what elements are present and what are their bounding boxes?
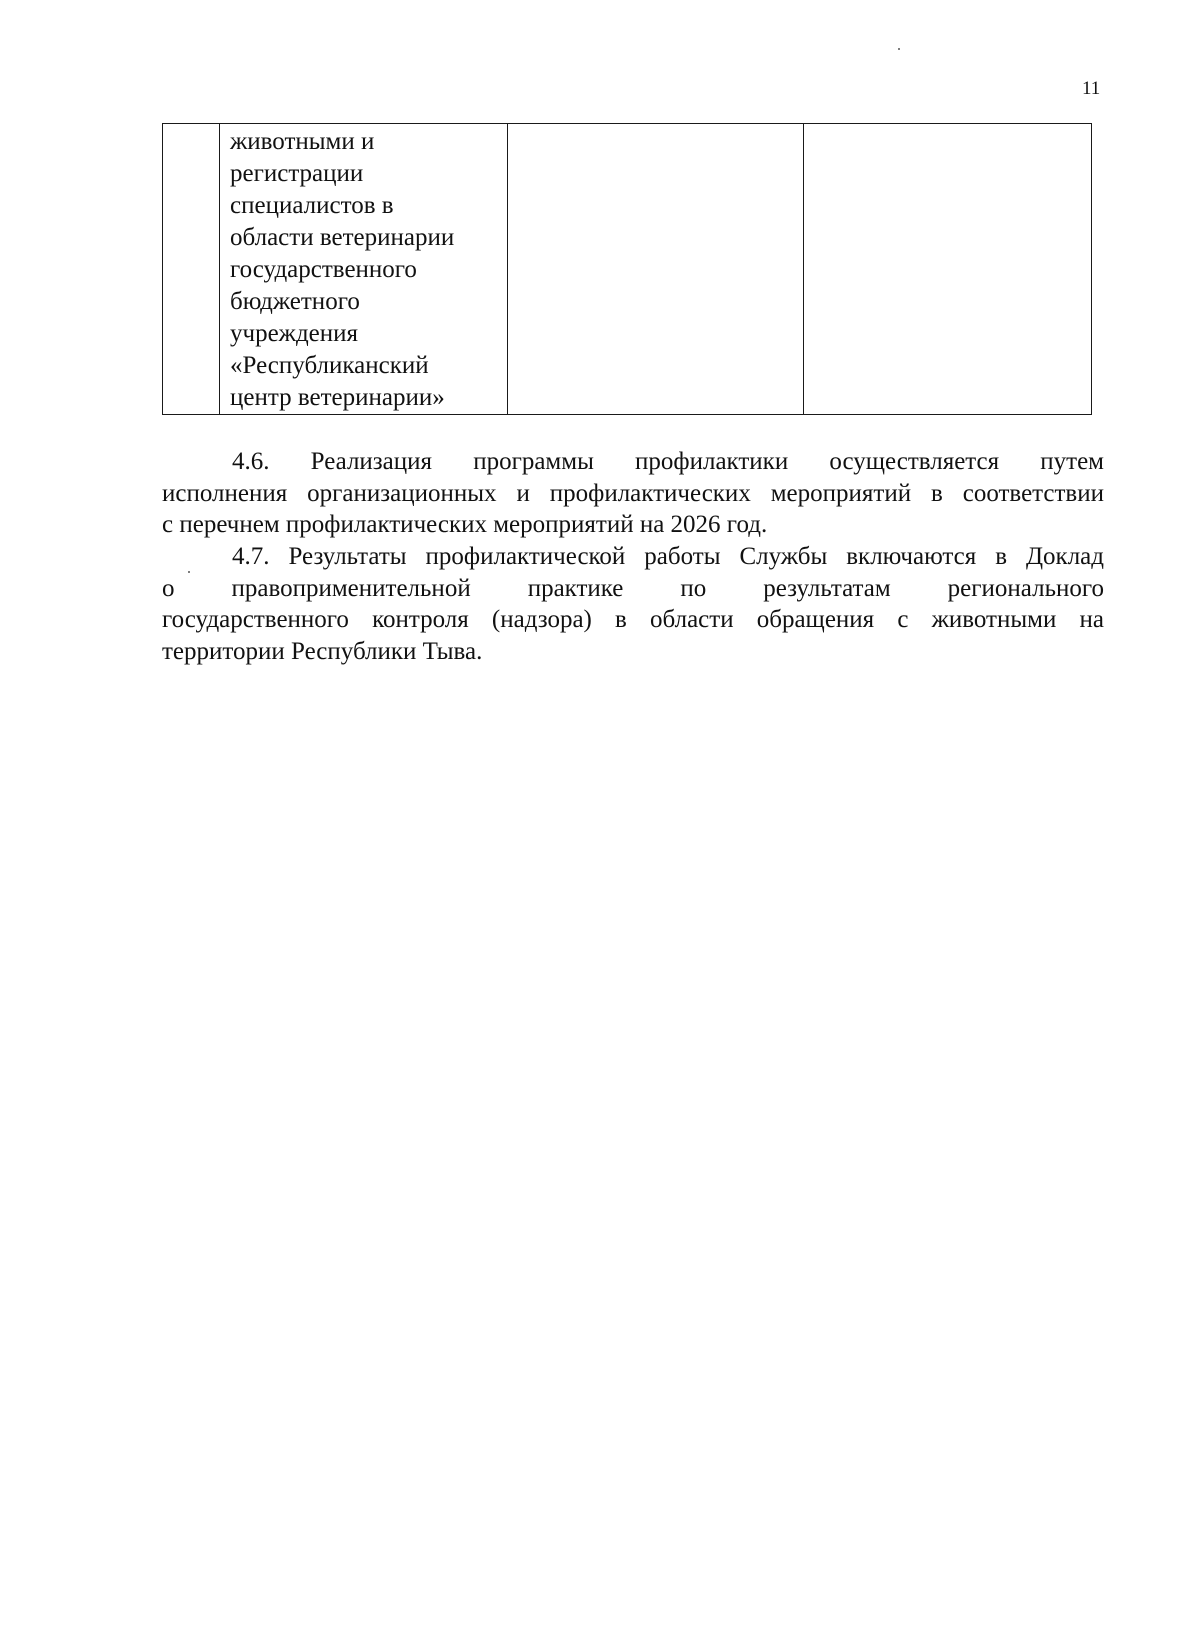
paragraph-line: о правоприменительной практике по результатам регионального	[162, 574, 1104, 602]
cell-text-line: бюджетного	[230, 288, 360, 315]
cell-text-line: регистрации	[230, 160, 364, 187]
cell-text-line: животными и	[230, 128, 375, 155]
paragraph-line: 4.6. Реализация программы профилактики осуществляется путем	[232, 448, 1104, 475]
paragraph-line: территории Республики Тыва.	[162, 637, 483, 665]
cell-text-line: государственного	[230, 256, 417, 283]
continuation-table	[162, 123, 1092, 415]
paragraph-line: 4.7. Результаты профилактической работы Службы включаются в Доклад	[232, 543, 1104, 570]
table-cell-empty	[508, 124, 804, 415]
paragraph-line: с перечнем профилактических мероприятий на 2026 год.	[162, 511, 768, 538]
paragraph-4-6	[162, 446, 1104, 541]
cell-text-line: специалистов в	[230, 192, 394, 219]
paragraph-4-7	[162, 541, 1104, 667]
cell-text-line: области ветеринарии	[230, 224, 455, 251]
paragraph-line: государственного контроля (надзора) в области обращения с животными на	[162, 606, 1104, 633]
cell-text-line: «Республиканский	[230, 352, 429, 379]
table-cell-organization	[220, 124, 508, 415]
table-cell-number	[163, 124, 220, 415]
scan-speck	[898, 48, 900, 50]
page-number: 11	[1082, 78, 1101, 99]
table-cell-empty	[804, 124, 1092, 415]
paragraph-line: исполнения организационных и профилактических мероприятий в соответствии	[162, 479, 1104, 507]
cell-text-line: центр ветеринарии»	[230, 384, 445, 411]
cell-text-line: учреждения	[230, 320, 359, 347]
table-row	[163, 124, 1092, 415]
